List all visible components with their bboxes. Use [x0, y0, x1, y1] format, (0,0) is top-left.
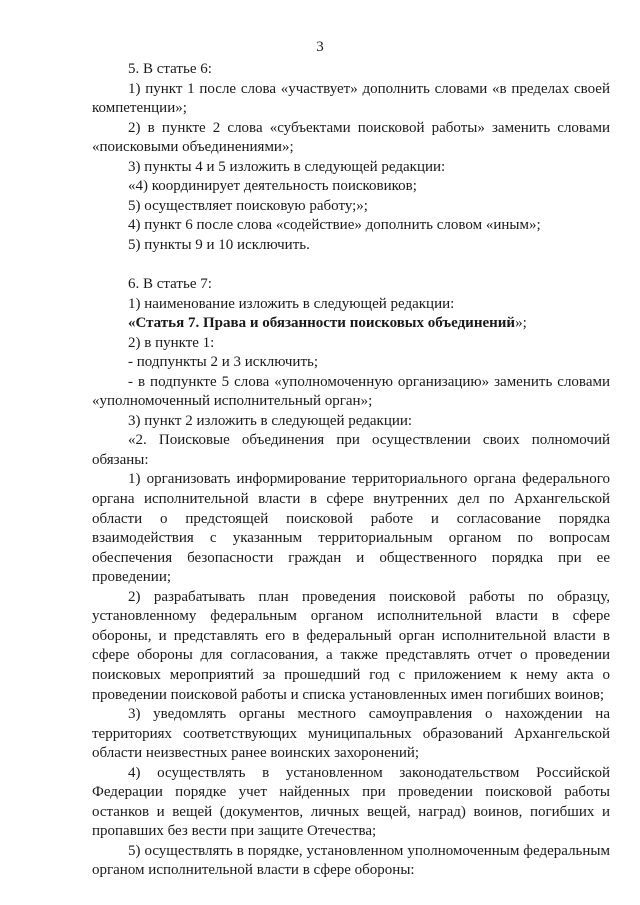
paragraph: - в подпункте 5 слова «уполномоченную организацию» заменить словами «уполномоченный исполнительный орган»;	[92, 373, 610, 410]
section-heading-article-6: 5. В статье 6:	[128, 61, 212, 77]
page-number: 3	[316, 39, 324, 55]
paragraph: 5) осуществляет поисковую работу;»;	[128, 197, 368, 214]
paragraph: 5) осуществлять в порядке, установленном уполномоченным федеральным органом исполнительной власти в сфере обороны:	[92, 842, 610, 879]
paragraph: 4) пункт 6 после слова «содействие» дополнить словом «иным»;	[128, 217, 541, 234]
paragraph: «4) координирует деятельность поисковиков;	[128, 178, 417, 195]
paragraph: 2) разрабатывать план проведения поисковой работы по образцу, установленному федеральным органом исполнительной власти в сфере обороны, и представлять его в федеральный орган исполнительной власти в сфере обороны для согласования, а также представлять отчет о проведении поисковых мероприятий за прошедший год с приложением к нему акта о проведении поисковой работы и списка установленных имен погибших воинов;	[92, 588, 610, 703]
article-title-bold	[128, 315, 515, 331]
article-title-text: Статья 7. Права и обязанности поисковых объединений	[135, 315, 516, 332]
paragraph: - подпункты 2 и 3 исключить;	[128, 354, 319, 371]
paragraph: 3) пункты 4 и 5 изложить в следующей редакции:	[128, 158, 446, 175]
article-title-line	[92, 314, 610, 334]
paragraph: 2) в пункте 1:	[128, 334, 215, 351]
paragraph: 1) пункт 1 после слова «участвует» дополнить словами «в пределах своей компетенции»;	[92, 80, 610, 117]
paragraph: 3) пункт 2 изложить в следующей редакции:	[128, 412, 413, 429]
document-body	[92, 60, 610, 881]
paragraph: 5) пункты 9 и 10 исключить.	[128, 236, 310, 253]
paragraph: 1) организовать информирование территориального органа федерального органа исполнительной власти в сфере внутренних дел по Архангельской области о предстоящей поисковой работе и согласование порядка взаимодействия с указанным территориальным органом по вопросам обеспечения безопасности граждан и общественного порядка при ее проведении;	[92, 471, 610, 586]
paragraph: 1) наименование изложить в следующей редакции:	[128, 295, 455, 312]
paragraph: 2) в пункте 2 слова «субъектами поисковой работы» заменить словами «поисковыми объединениями»;	[92, 119, 610, 156]
paragraph: 3) уведомлять органы местного самоуправления о нахождении на территориях соответствующих муниципальных образований Архангельской области неизвестных ранее воинских захоронений;	[92, 706, 610, 762]
article-title-close: »;	[515, 315, 527, 332]
paragraph: 4) осуществлять в установленном законодательством Российской Федерации порядке учет найденных при проведении поисковой работы останков и вещей (документов, личных вещей, наград) воинов, погибших и пропавших без вести при защите Отечества;	[92, 764, 610, 840]
paragraph: «2. Поисковые объединения при осуществлении своих полномочий обязаны:	[92, 432, 610, 468]
article-title-open-quote: «	[128, 315, 136, 332]
section-heading-article-7: 6. В статье 7:	[128, 276, 212, 293]
